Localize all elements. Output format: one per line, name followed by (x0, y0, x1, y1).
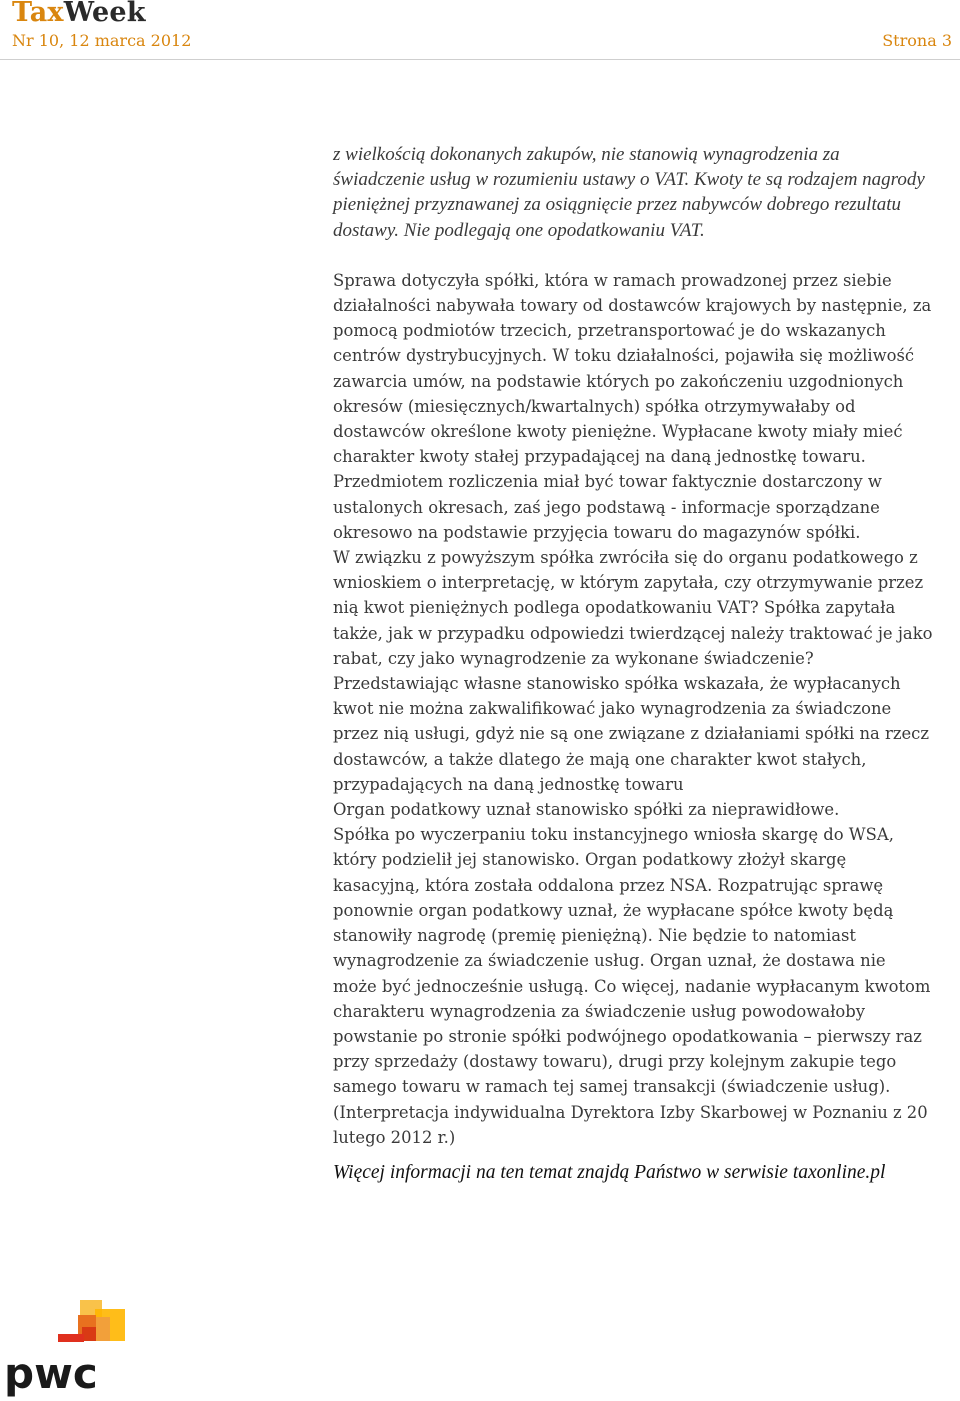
page-header (0, 0, 960, 60)
article-body (333, 268, 933, 1150)
issue-date: Nr 10, 12 marca 2012 (12, 31, 192, 50)
pwc-logo-graphic (0, 1297, 135, 1397)
article-column (333, 142, 933, 1185)
logo-block (82, 1327, 96, 1341)
header-divider (0, 59, 960, 60)
page-number: Strona 3 (882, 31, 952, 50)
body-paragraph: Spółka po wyczerpaniu toku instancyjnego wniosła skargę do WSA, który podzielił jej stanowisko. Organ podatkowy złożył skargę kasacyjną, która została oddalona przez NSA. Rozpatrując sprawę ponownie organ podatkowy uznał, że wypłacane spółce kwoty będą stanowiły nagrodę (premię pieniężną). Nie będzie to natomiast wynagrodzenie za świadczenie usług. Organ uznał, że dostawa nie może być jednocześnie usługą. Co więcej, nadanie wypłacanym kwotom charakteru wynagrodzenia za świadczenie usług powodowałoby powstanie po stronie spółki podwójnego opodatkowania – pierwszy raz przy sprzedaży (dostawy towaru), drugi przy kolejnym zakupie tego samego towaru w ramach tej samej transakcji (świadczenie usług). (333, 825, 931, 1097)
body-paragraph: Organ podatkowy uznał stanowisko spółki za nieprawidłowe. (333, 800, 840, 820)
body-paragraph: Przedstawiając własne stanowisko spółka wskazała, że wypłacanych kwot nie można zakwalifikować jako wynagrodzenia za świadczone przez nią usługi, gdyż nie są one związane z działaniami spółki na rzecz dostawców, a także dlatego że mają one charakter kwot stałych, przypadających na daną jednostkę towaru (333, 674, 929, 794)
source-note: (Interpretacja indywidualna Dyrektora Izby Skarbowej w Poznaniu z 20 lutego 2012 r.) (333, 1102, 928, 1147)
body-paragraph: W związku z powyższym spółka zwróciła się do organu podatkowego z wnioskiem o interpretację, w którym zapytała, czy otrzymywanie przez nią kwot pieniężnych podlega opodatkowaniu VAT? Spółka zapytała także, jak w przypadku odpowiedzi twierdzącej należy traktować je jako rabat, czy jako wynagrodzenie za wykonane świadczenie? (333, 548, 933, 668)
more-info-note: Więcej informacji na ten temat znajdą Państwo w serwisie taxonline.pl (333, 1161, 886, 1183)
logo-block (58, 1334, 84, 1342)
body-paragraph: Sprawa dotyczyła spółki, która w ramach prowadzonej przez siebie działalności nabywała towary od dostawców krajowych by następnie, za pomocą podmiotów trzecich, przetransportować je do wskazanych centrów dystrybucyjnych. W toku działalności, pojawiła się możliwość zawarcia umów, na podstawie których po zakończeniu uzgodnionych okresów (miesięcznych/kwartalnych) spółka otrzymywałaby od dostawców określone kwoty pieniężne. Wypłacane kwoty miały mieć charakter kwoty stałej przypadającej na daną jednostkę towaru. (333, 270, 932, 467)
logo-wordmark: pwc (4, 1349, 98, 1397)
brand-title (12, 0, 146, 30)
body-paragraph: Przedmiotem rozliczenia miał być towar faktycznie dostarczony w ustalonych okresach, zaś jego podstawą - informacje sporządzane okresowo na podstawie przyjęcia towaru do magazynów spółki. (333, 472, 882, 542)
intro-paragraph: z wielkością dokonanych zakupów, nie stanowią wynagrodzenia za świadczenie usług w rozumieniu ustawy o VAT. Kwoty te są rodzajem nagrody pieniężnej przyznawanej za osiągnięcie przez nabywców dobrego rezultatu dostawy. Nie podlegają one opodatkowaniu VAT. (333, 144, 925, 241)
brand-week: Week (63, 0, 146, 28)
pwc-logo (0, 1297, 135, 1397)
brand-tax: Tax (12, 0, 64, 28)
